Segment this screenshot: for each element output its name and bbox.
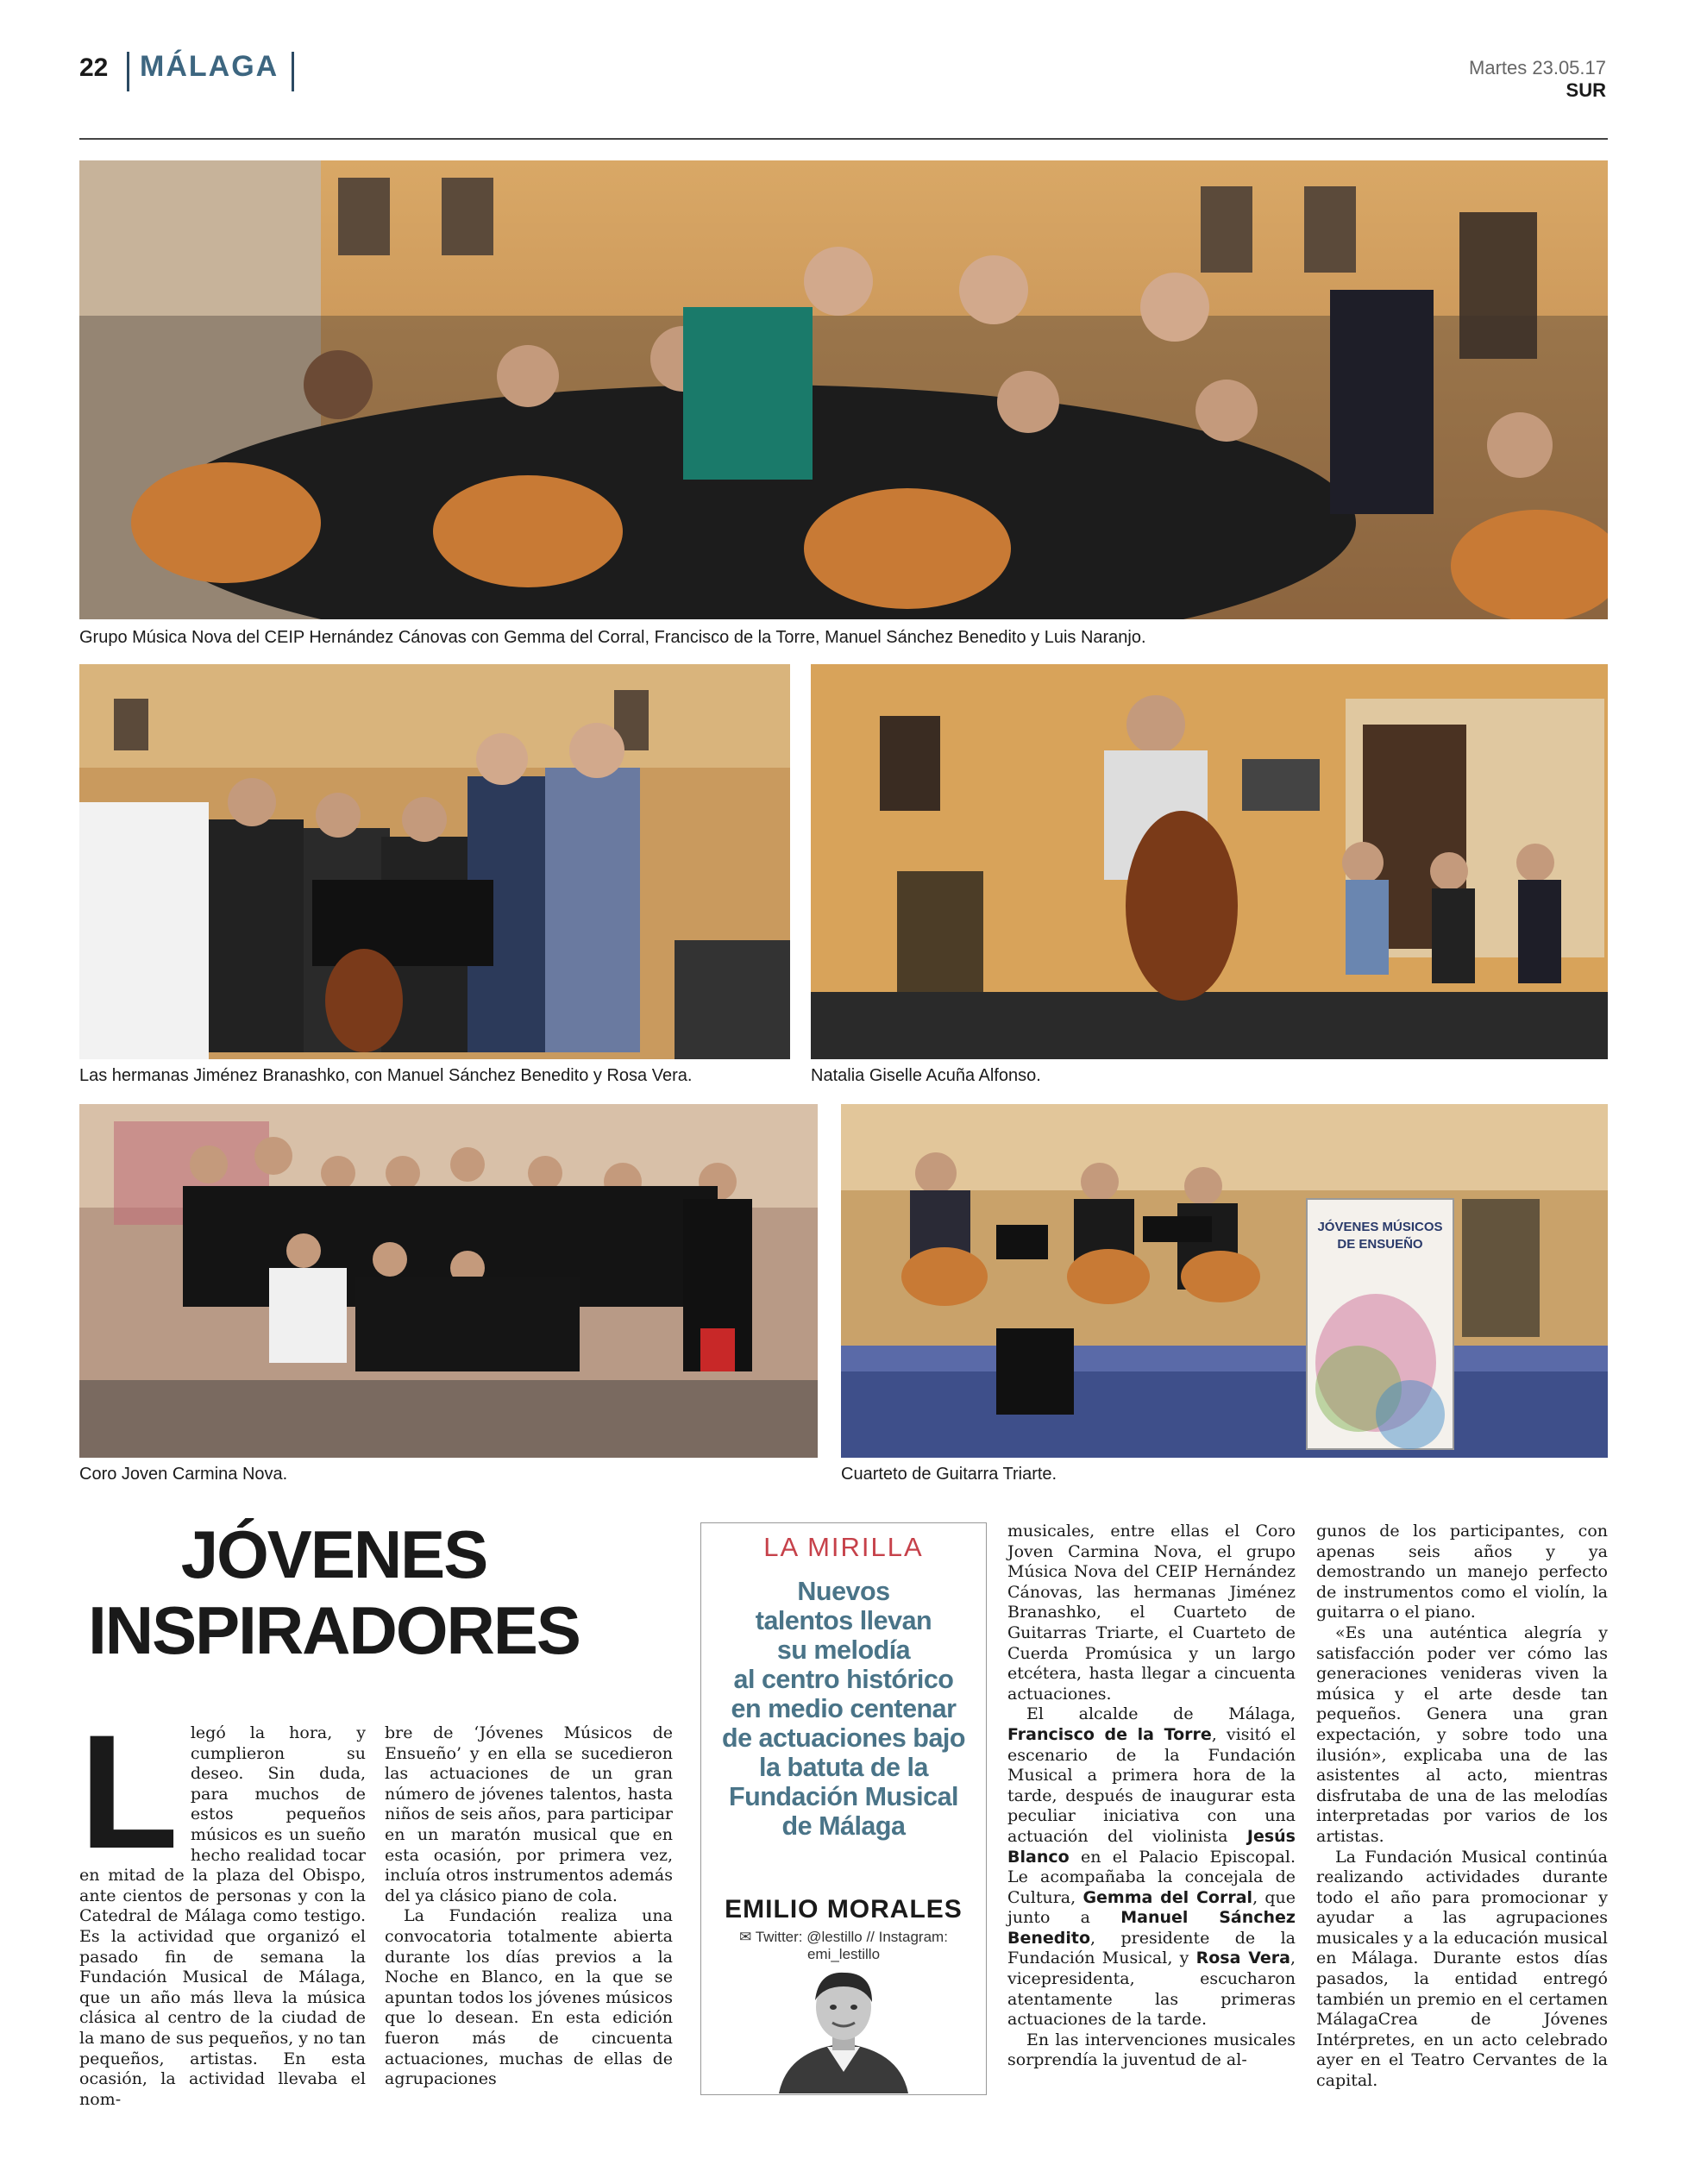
teaser-line: su melodía <box>776 1635 911 1665</box>
photo-caption: Las hermanas Jiménez Branashko, con Manuel Sánchez Benedito y Rosa Vera. <box>79 1066 693 1085</box>
sidebar-label: LA MIRILLA <box>763 1532 924 1562</box>
photo-caption: Natalia Giselle Acuña Alfonso. <box>811 1066 1041 1085</box>
article-text: legó la hora, y cumplieron su deseo. Sin duda, para muchos de estos pequeños músicos es un sueño hecho realidad tocar en mitad de la plaza del Obispo, ante cientos de personas y con la Catedral de Málaga como testigo. Es la actividad que organizó el pasado fin de semana la Fundación Musical de Málaga, que un año más lleva la música clásica al centro de la ciudad de la mano de sus pequeños, y no tan pequeños, artistas. En esta ocasión, la actividad llevaba el nom- <box>79 1723 366 2109</box>
article-text: , presidente de la Fundación Musical, y <box>1007 1928 1296 1968</box>
poster-title-line: JÓVENES MÚSICOS <box>1317 1220 1443 1234</box>
social-handle-line: ✉ Twitter: @lestillo // Instagram: <box>739 1929 948 1945</box>
photo-caption: Grupo Música Nova del CEIP Hernández Cánovas con Gemma del Corral, Francisco de la Torre, Manuel Sánchez Benedito y Luis Naranjo. <box>79 628 1146 647</box>
teaser-line: Fundación Musical <box>728 1782 959 1811</box>
article-text: bre de ‘Jóvenes Músicos de Ensueño’ y en ella se sucedieron las actuaciones de un gran número de jóvenes talentos, hasta niños de seis años, para participar en un maratón musical que en esta ocasión, por primera vez, incluía otros instrumentos además del ya clásico piano de cola. <box>385 1723 673 1905</box>
photo-coro-carmina-nova <box>79 1104 818 1458</box>
teaser-line: Nuevos <box>797 1577 890 1606</box>
article-text: En las intervenciones musicales sorprendía la juventud de al- <box>1007 2030 1296 2070</box>
article-column-1 <box>79 1701 366 2110</box>
article-text: La Fundación realiza una convocatoria totalmente abierta durante los días previos a la Noche en Blanco, en la que se apuntan todos los jóvenes músicos que lo desean. En esta edición fueron más de cincuenta actuaciones, muchas de ellas de agrupaciones <box>385 1906 673 2089</box>
article-text: , vicepresidenta, escucharon atentamente las primeras actuaciones de la tarde. <box>1007 1949 1296 2030</box>
article-column-2 <box>385 1723 673 2090</box>
article-column-4 <box>1316 1522 1608 2092</box>
article-text: El alcalde de Málaga, <box>1026 1704 1296 1724</box>
article-text: musicales, entre ellas el Coro Joven Carmina Nova, el grupo Música Nova del CEIP Hernández Cánovas, las hermanas Jiménez Branashko, el Cuarteto de Guitarras Triarte, el Cuarteto de Cuerda Promúsica y un largo etcétera, hasta llegar a cincuenta actuaciones. <box>1007 1522 1296 1704</box>
photo-musica-nova <box>79 160 1608 619</box>
teaser-line: la batuta de la <box>759 1753 928 1782</box>
author-social <box>709 1929 978 1963</box>
page-number: 22 <box>79 53 109 82</box>
drop-cap: L <box>79 1701 179 1882</box>
headline <box>79 1516 588 1668</box>
article-text: en el Palacio Episcopal. Le acompañaba la concejala de Cultura, <box>1007 1847 1296 1907</box>
poster-title-line: DE ENSUEÑO <box>1337 1237 1423 1252</box>
article-text: , que junto a <box>1007 1887 1296 1928</box>
issue-date: Martes 23.05.17 <box>1469 57 1606 78</box>
article-text: gunos de los participantes, con apenas seis años y ya demostrando un manejo perfecto de instrumentos como el violín, la guitarra o el piano. <box>1316 1522 1608 1622</box>
person-name: Manuel Sánchez Benedito <box>1007 1908 1296 1948</box>
social-handle-line: emi_lestillo <box>806 1946 881 1962</box>
person-name: Rosa Vera <box>1195 1949 1290 1968</box>
teaser-line: de Málaga <box>781 1811 906 1841</box>
article-text: La Fundación Musical continúa realizando actividades durante todo el año para promocionar y ayudar a las agrupaciones musicales y a la educación musical en Málaga. Durante estos días pasados, la entidad entregó también un premio en el certamen MálagaCrea de Jóvenes Intérpretes, en un acto celebrado ayer en el Teatro Cervantes de la capital. <box>1316 1847 1608 2091</box>
teaser-line: de actuaciones bajo <box>721 1723 966 1753</box>
teaser-line: en medio centenar <box>731 1694 957 1723</box>
person-name: Jesús Blanco <box>1007 1826 1296 1867</box>
teaser-line: al centro histórico <box>733 1665 954 1694</box>
article-column-3 <box>1007 1522 1296 2071</box>
headline-line: INSPIRADORES <box>88 1592 580 1668</box>
teaser-line: talentos llevan <box>755 1606 932 1635</box>
header-divider <box>127 52 129 91</box>
photo-cuarteto-triarte <box>841 1104 1608 1458</box>
sidebar-teaser <box>709 1577 978 1841</box>
photo-hermanas-jimenez <box>79 664 790 1059</box>
person-name: Gemma del Corral <box>1082 1887 1253 1907</box>
header-divider <box>292 52 294 91</box>
author-name: EMILIO MORALES <box>725 1895 963 1924</box>
article-text: «Es una auténtica alegría y satisfacción poder ver cómo las generaciones venideras viven la música y el arte desde tan pequeños. Genera una gran expectación, y sobre todo una ilusión», explicaba una de las asistentes al acto, mientras disfrutaba de una de las melodías interpretadas por varios de los artistas. <box>1316 1622 1608 1846</box>
headline-line: JÓVENES <box>180 1516 487 1592</box>
photo-natalia-acuna <box>811 664 1608 1059</box>
photo-caption: Cuarteto de Guitarra Triarte. <box>841 1465 1057 1484</box>
header-rule <box>79 138 1608 140</box>
photo-caption: Coro Joven Carmina Nova. <box>79 1465 288 1484</box>
section-title: MÁLAGA <box>140 50 279 83</box>
author-portrait <box>770 1964 917 2093</box>
newspaper-name: SUR <box>1566 79 1606 101</box>
article-text: , visitó el escenario de la Fundación Musical a primera hora de la tarde, después de inaugurar esta peculiar iniciativa con una actuación del violinista <box>1007 1724 1296 1846</box>
person-name: Francisco de la Torre <box>1007 1724 1212 1744</box>
